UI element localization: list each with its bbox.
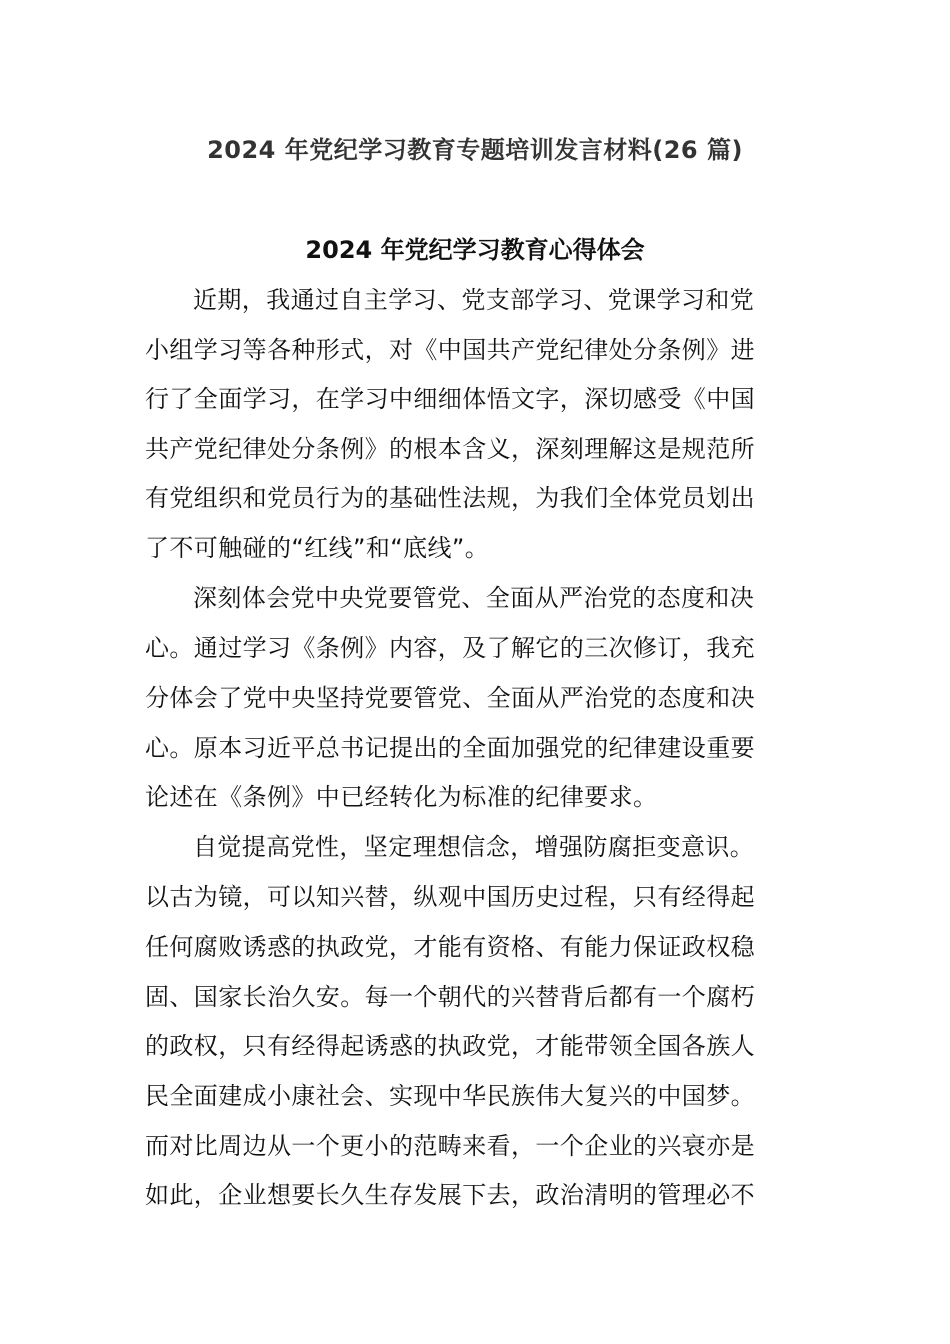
paragraph-3-line-2: 以古为镜，可以知兴替，纵观中国历史过程，只有经得起 bbox=[145, 883, 755, 911]
paragraph-1-line-5: 有党组织和党员行为的基础性法规，为我们全体党员划出 bbox=[145, 484, 755, 512]
paragraph-2-line-1: 深刻体会党中央党要管党、全面从严治党的态度和决 bbox=[193, 584, 755, 612]
paragraph-1-line-6: 了不可触碰的“红线”和“底线”。 bbox=[145, 534, 490, 562]
document-title: 2024 年党纪学习教育专题培训发言材料(26 篇) bbox=[207, 136, 743, 164]
paragraph-1-line-1: 近期，我通过自主学习、党支部学习、党课学习和党 bbox=[193, 286, 755, 314]
paragraph-3-line-1: 自觉提高党性，坚定理想信念，增强防腐拒变意识。 bbox=[193, 833, 755, 861]
paragraph-3-line-5: 的政权，只有经得起诱惑的执政党，才能带领全国各族人 bbox=[145, 1032, 755, 1060]
paragraph-3-line-6: 民全面建成小康社会、实现中华民族伟大复兴的中国梦。 bbox=[145, 1082, 755, 1110]
paragraph-2-line-2: 心。通过学习《条例》内容，及了解它的三次修订，我充 bbox=[145, 634, 755, 662]
paragraph-1-line-4: 共产党纪律处分条例》的根本含义，深刻理解这是规范所 bbox=[145, 435, 755, 463]
paragraph-3-line-3: 任何腐败诱惑的执政党，才能有资格、有能力保证政权稳 bbox=[145, 933, 755, 961]
paragraph-1-line-3: 行了全面学习，在学习中细细体悟文字，深切感受《中国 bbox=[145, 385, 755, 413]
paragraph-3-line-4: 固、国家长治久安。每一个朝代的兴替背后都有一个腐朽 bbox=[145, 983, 755, 1011]
paragraph-3-line-7: 而对比周边从一个更小的范畴来看，一个企业的兴衰亦是 bbox=[145, 1132, 755, 1160]
paragraph-2-line-3: 分体会了党中央坚持党要管党、全面从严治党的态度和决 bbox=[145, 684, 755, 712]
paragraph-2-line-5: 论述在《条例》中已经转化为标准的纪律要求。 bbox=[145, 783, 658, 811]
paragraph-1-line-2: 小组学习等各种形式，对《中国共产党纪律处分条例》进 bbox=[145, 336, 755, 364]
paragraph-2-line-4: 心。原本习近平总书记提出的全面加强党的纪律建设重要 bbox=[145, 734, 755, 762]
section-title: 2024 年党纪学习教育心得体会 bbox=[305, 236, 645, 264]
paragraph-3-line-8: 如此，企业想要长久生存发展下去，政治清明的管理必不 bbox=[145, 1181, 755, 1209]
